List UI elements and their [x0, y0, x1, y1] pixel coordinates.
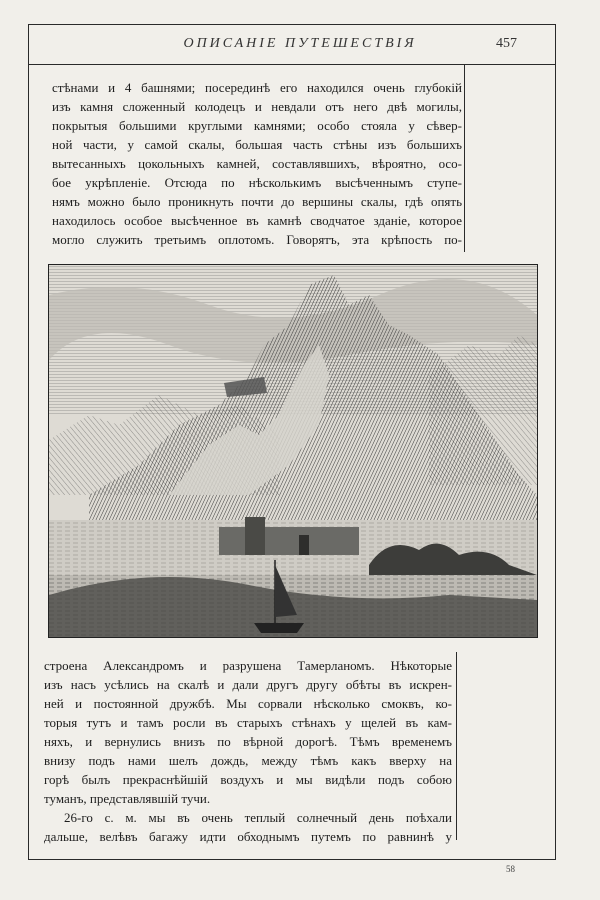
sheet-signature: 58	[506, 864, 515, 874]
text-line: туманъ, представлявшій тучи.	[44, 791, 211, 806]
text-line: строена Александромъ и разрушена Тамерланомъ. Нѣкоторые	[44, 658, 452, 673]
text-line: могло служить третьимъ оплотомъ. Говорятъ, эта крѣпость по-	[52, 232, 462, 247]
text-line: находилось особое высѣченное въ камнѣ сводчатое зданіе, которое	[52, 213, 462, 228]
building-tower	[245, 517, 265, 555]
page-number: 457	[496, 36, 517, 51]
text-line: покрытыя большими круглыми камнями; особо стояла у сѣвер-	[52, 118, 462, 133]
text-line: вытесанныхъ цокольныхъ камней, составлявшихъ, вѣроятно, осо-	[52, 156, 462, 171]
text-line: няхъ, и вернулись внизъ по вѣрной дорогѣ. Тѣмъ временемъ	[44, 734, 452, 749]
mountain-fortress-engraving	[49, 265, 537, 637]
text-line: стѣнами и 4 башнями; посерединѣ его находился очень глубокій	[52, 80, 462, 95]
text-line: изъ камня сложенный колодецъ и невдали отъ него двѣ могилы,	[52, 99, 462, 114]
building-gate	[299, 535, 309, 555]
text-line: нямъ можно было проникнуть почти до вершины скалы, гдѣ опять	[52, 194, 462, 209]
text-line: торыя тутъ и тамъ росли въ старыхъ стѣнахъ у щелей въ кам-	[44, 715, 452, 730]
header-rule	[28, 64, 555, 65]
text-line: ней и постоянной дружбѣ. Мы сорвали нѣсколько смоквъ, ко-	[44, 696, 452, 711]
text-line: 26-го с. м. мы въ очень теплый солнечный день поѣхали	[64, 810, 452, 825]
text-line: ной части, у самой скалы, большая часть стѣны изъ большихъ	[52, 137, 462, 152]
text-block-bottom	[44, 656, 452, 846]
engraving-illustration	[48, 264, 538, 638]
column-rule-top	[464, 64, 465, 252]
text-line: изъ насъ усѣлись на скалѣ и дали другъ другу обѣты въ искрен-	[44, 677, 452, 692]
boat-hull	[254, 623, 304, 633]
building-walls	[219, 527, 359, 555]
running-title: ОПИСАНІЕ ПУТЕШЕСТВІЯ	[183, 36, 417, 51]
text-line: бое укрѣпленіе. Отсюда по нѣсколькимъ высѣченнымъ ступе-	[52, 175, 462, 190]
column-rule-bottom	[456, 652, 457, 840]
text-line: горѣ былъ прекраснѣйшій воздухъ и мы видѣли подъ собою	[44, 772, 452, 787]
text-line: внизу подъ нами шелъ дождь, между тѣмъ какъ вверху на	[44, 753, 452, 768]
text-block-top	[52, 78, 462, 249]
text-line: дальше, велѣвъ багажу идти обходнымъ путемъ по равнинѣ у	[44, 829, 452, 844]
